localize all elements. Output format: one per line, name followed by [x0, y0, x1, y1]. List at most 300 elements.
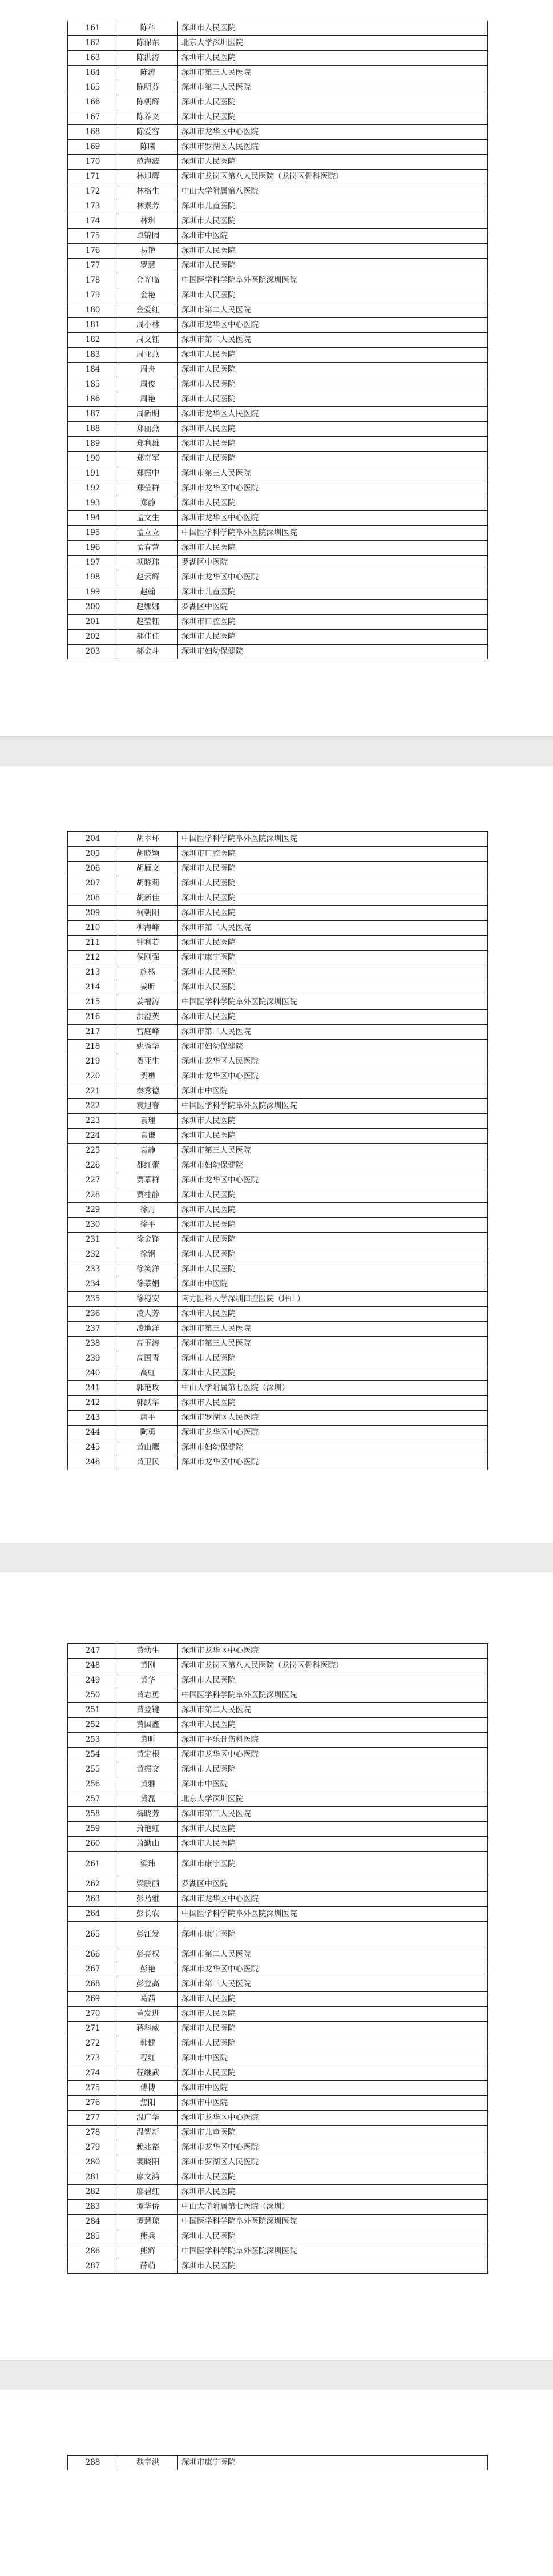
hospital-name: 深圳市人民医院: [178, 965, 488, 980]
table-row: [68, 1010, 488, 1025]
person-name: 赖兆裕: [118, 2140, 178, 2155]
table-row: [68, 1688, 488, 1703]
person-name: 熊辉: [118, 2244, 178, 2259]
hospital-name: 深圳市人民医院: [178, 1762, 488, 1777]
hospital-name: 深圳市第三人民医院: [178, 1807, 488, 1822]
table-row: [68, 1040, 488, 1054]
row-number: 262: [68, 1877, 118, 1892]
hospital-name: 深圳市人民医院: [178, 1203, 488, 1218]
table-row: [68, 348, 488, 363]
hospital-name: 深圳市龙华区中心医院: [178, 1748, 488, 1762]
row-number: 219: [68, 1054, 118, 1069]
hospital-name: 深圳市儿童医院: [178, 199, 488, 214]
table-row: [68, 1173, 488, 1188]
hospital-name: 中国医学科学院阜外医院深圳医院: [178, 2244, 488, 2259]
row-number: 273: [68, 2051, 118, 2066]
person-name: 黄昕: [118, 1733, 178, 1748]
hospital-name: 深圳市人民医院: [178, 363, 488, 377]
row-number: 196: [68, 541, 118, 556]
row-number: 212: [68, 951, 118, 965]
table-row: [68, 363, 488, 377]
row-number: 172: [68, 184, 118, 199]
person-name: 高虹: [118, 1366, 178, 1381]
hospital-name: 罗湖区中医院: [178, 556, 488, 570]
table-row: [68, 1440, 488, 1455]
row-number: 260: [68, 1837, 118, 1852]
person-name: 黄志勇: [118, 1688, 178, 1703]
table-row: [68, 936, 488, 951]
hospital-name: 深圳市人民医院: [178, 1262, 488, 1277]
table-row: [68, 2229, 488, 2244]
person-name: 高玉涛: [118, 1337, 178, 1351]
hospital-name: 深圳市人民医院: [178, 876, 488, 891]
hospital-name: 深圳市第三人民医院: [178, 1977, 488, 1992]
person-name: 贺樵: [118, 1069, 178, 1084]
table-row: [68, 288, 488, 303]
person-name: 彭长农: [118, 1907, 178, 1922]
table-row: [68, 140, 488, 155]
person-name: 彭亮权: [118, 1947, 178, 1962]
table-row: [68, 1292, 488, 1307]
hospital-name: 深圳市人民医院: [178, 259, 488, 273]
person-name: 胡新佳: [118, 891, 178, 906]
hospital-name: 深圳市妇幼保健院: [178, 1440, 488, 1455]
row-number: 252: [68, 1718, 118, 1733]
table-row: [68, 832, 488, 847]
table-row: [68, 1322, 488, 1337]
table-row: [68, 891, 488, 906]
table-row: [68, 906, 488, 921]
hospital-name: 深圳市第二人民医院: [178, 1947, 488, 1962]
row-number: 235: [68, 1292, 118, 1307]
hospital-name: 深圳市第二人民医院: [178, 80, 488, 95]
person-name: 黄磊: [118, 1792, 178, 1807]
person-name: 陈科: [118, 21, 178, 36]
row-number: 279: [68, 2140, 118, 2155]
person-name: 萧勤山: [118, 1837, 178, 1852]
table-row: [68, 1644, 488, 1659]
person-name: 柳海峰: [118, 921, 178, 936]
table-row: [68, 965, 488, 980]
person-name: 姜福涛: [118, 995, 178, 1010]
table-row: [68, 1381, 488, 1396]
person-name: 徐慕娟: [118, 1277, 178, 1292]
row-number: 233: [68, 1262, 118, 1277]
hospital-name: 深圳市罗湖区人民医院: [178, 2155, 488, 2170]
row-number: 282: [68, 2185, 118, 2200]
row-number: 180: [68, 303, 118, 318]
person-name: 郑静: [118, 496, 178, 511]
person-name: 贾慕群: [118, 1173, 178, 1188]
hospital-name: 深圳市人民医院: [178, 244, 488, 259]
table-row: [68, 481, 488, 496]
row-number: 264: [68, 1907, 118, 1922]
table-row: [68, 229, 488, 244]
person-name: 陈涛: [118, 66, 178, 80]
table-row: [68, 995, 488, 1010]
row-number: 266: [68, 1947, 118, 1962]
person-name: 周舟: [118, 363, 178, 377]
person-name: 黄幼生: [118, 1644, 178, 1659]
table-row: [68, 303, 488, 318]
document-page-2: [0, 766, 553, 1543]
hospital-name: 深圳市龙华区中心医院: [178, 1426, 488, 1440]
hospital-name: 深圳市人民医院: [178, 862, 488, 876]
row-number: 243: [68, 1411, 118, 1426]
hospital-name: 深圳市人民医院: [178, 155, 488, 170]
table-row: [68, 1837, 488, 1852]
table-row: [68, 1203, 488, 1218]
hospital-name: 深圳市康宁医院: [178, 1852, 488, 1877]
table-row: [68, 1977, 488, 1992]
row-number: 251: [68, 1703, 118, 1718]
row-number: 281: [68, 2170, 118, 2185]
hospital-name: 北京大学深圳医院: [178, 1792, 488, 1807]
person-name: 赵娜娜: [118, 600, 178, 615]
table-row: [68, 244, 488, 259]
person-name: 袁静: [118, 1144, 178, 1158]
row-number: 178: [68, 273, 118, 288]
hospital-name: 深圳市人民医院: [178, 377, 488, 392]
hospital-name: 深圳市中医院: [178, 1084, 488, 1099]
hospital-name: 深圳市龙华区中心医院: [178, 1455, 488, 1470]
table-row: [68, 2456, 488, 2470]
row-number: 272: [68, 2036, 118, 2051]
table-row: [68, 645, 488, 659]
table-row: [68, 600, 488, 615]
hospital-name: 深圳市人民医院: [178, 21, 488, 36]
table-row: [68, 2111, 488, 2126]
row-number: 161: [68, 21, 118, 36]
page-gap: [0, 1543, 553, 1573]
hospital-name: 深圳市人民医院: [178, 288, 488, 303]
person-name: 袁理: [118, 1114, 178, 1129]
hospital-name: 深圳市龙华区中心医院: [178, 2111, 488, 2126]
table-row: [68, 980, 488, 995]
hospital-name: 深圳市人民医院: [178, 392, 488, 407]
hospital-name: 深圳市中医院: [178, 2081, 488, 2096]
hospital-name: 深圳市人民医院: [178, 1233, 488, 1247]
table-row: [68, 1659, 488, 1673]
person-name: 凌人芳: [118, 1307, 178, 1322]
person-name: 施杨: [118, 965, 178, 980]
document-page-1: [0, 0, 553, 736]
table-row: [68, 1218, 488, 1233]
person-name: 袁谦: [118, 1129, 178, 1144]
person-name: 孟立立: [118, 526, 178, 541]
hospital-name: 深圳市人民医院: [178, 1366, 488, 1381]
table-row: [68, 1777, 488, 1792]
document-page-3: [0, 1572, 553, 2360]
table-row: [68, 392, 488, 407]
table-row: [68, 214, 488, 229]
hospital-name: 罗湖区中医院: [178, 1877, 488, 1892]
person-name: 高国青: [118, 1351, 178, 1366]
table-row: [68, 1733, 488, 1748]
row-number: 247: [68, 1644, 118, 1659]
table-row: [68, 1188, 488, 1203]
person-name: 程红: [118, 2051, 178, 2066]
hospital-name: 深圳市人民医院: [178, 1396, 488, 1411]
hospital-name: 深圳市龙华区中心医院: [178, 318, 488, 333]
row-number: 269: [68, 1992, 118, 2007]
hospital-name: 深圳市第三人民医院: [178, 1337, 488, 1351]
person-name: 郝佳佳: [118, 630, 178, 645]
hospital-name: 深圳市第三人民医院: [178, 466, 488, 481]
row-number: 285: [68, 2229, 118, 2244]
hospital-name: 深圳市龙华区中心医院: [178, 1962, 488, 1977]
person-name: 林素芳: [118, 199, 178, 214]
table-row: [68, 1158, 488, 1173]
table-row: [68, 466, 488, 481]
person-name: 徐笑洋: [118, 1262, 178, 1277]
person-name: 金爱红: [118, 303, 178, 318]
table-row: [68, 2066, 488, 2081]
hospital-name: 深圳市中医院: [178, 2096, 488, 2111]
row-number: 239: [68, 1351, 118, 1366]
row-number: 258: [68, 1807, 118, 1822]
person-name: 凌地洋: [118, 1322, 178, 1337]
person-name: 陶勇: [118, 1426, 178, 1440]
table-row: [68, 2007, 488, 2022]
row-number: 284: [68, 2215, 118, 2229]
row-number: 208: [68, 891, 118, 906]
hospital-name: 深圳市平乐骨伤科医院: [178, 1733, 488, 1748]
person-name: 裴晓阳: [118, 2155, 178, 2170]
person-name: 陈明芬: [118, 80, 178, 95]
row-number: 179: [68, 288, 118, 303]
person-name: 徐平: [118, 1218, 178, 1233]
hospital-name: 深圳市人民医院: [178, 437, 488, 452]
table-row: [68, 452, 488, 466]
table-row: [68, 1762, 488, 1777]
row-number: 230: [68, 1218, 118, 1233]
person-name: 孟春营: [118, 541, 178, 556]
table-row: [68, 1807, 488, 1822]
person-name: 谭华侨: [118, 2200, 178, 2215]
hospital-name: 中山大学附属第八医院: [178, 184, 488, 199]
hospital-name: 深圳市龙华区中心医院: [178, 1173, 488, 1188]
table-row: [68, 2051, 488, 2066]
hospital-name: 深圳市人民医院: [178, 1129, 488, 1144]
row-number: 187: [68, 407, 118, 422]
hospital-name: 深圳市第三人民医院: [178, 66, 488, 80]
hospital-name: 深圳市人民医院: [178, 1673, 488, 1688]
table-row: [68, 1992, 488, 2007]
table-row: [68, 273, 488, 288]
table-row: [68, 2170, 488, 2185]
row-number: 225: [68, 1144, 118, 1158]
table-row: [68, 921, 488, 936]
hospital-name: 中国医学科学院阜外医院深圳医院: [178, 1688, 488, 1703]
hospital-name: 深圳市人民医院: [178, 1218, 488, 1233]
row-number: 278: [68, 2126, 118, 2140]
person-name: 黄定根: [118, 1748, 178, 1762]
row-number: 198: [68, 570, 118, 585]
person-name: 郑奇军: [118, 452, 178, 466]
hospital-name: 深圳市妇幼保健院: [178, 1158, 488, 1173]
hospital-name: 深圳市人民医院: [178, 214, 488, 229]
table-row: [68, 2036, 488, 2051]
row-number: 193: [68, 496, 118, 511]
hospital-name: 深圳市儿童医院: [178, 2126, 488, 2140]
row-number: 263: [68, 1892, 118, 1907]
row-number: 199: [68, 585, 118, 600]
table-row: [68, 1922, 488, 1947]
table-row: [68, 526, 488, 541]
hospital-name: 深圳市第二人民医院: [178, 1703, 488, 1718]
row-number: 270: [68, 2007, 118, 2022]
row-number: 185: [68, 377, 118, 392]
hospital-name: 罗湖区中医院: [178, 600, 488, 615]
hospital-name: 南方医科大学深圳口腔医院（坪山）: [178, 1292, 488, 1307]
table-row: [68, 1852, 488, 1877]
table-row: [68, 2244, 488, 2259]
table-row: [68, 862, 488, 876]
table-row: [68, 184, 488, 199]
row-number: 205: [68, 847, 118, 862]
table-row: [68, 199, 488, 214]
person-name: 黄山鹰: [118, 1440, 178, 1455]
table-row: [68, 1962, 488, 1977]
table-row: [68, 2200, 488, 2215]
table-row: [68, 1877, 488, 1892]
person-name: 梅晓芳: [118, 1807, 178, 1822]
hospital-name: 深圳市龙华区中心医院: [178, 1892, 488, 1907]
table-row: [68, 2126, 488, 2140]
person-name: 唐平: [118, 1411, 178, 1426]
person-name: 彭乃雅: [118, 1892, 178, 1907]
row-number: 244: [68, 1426, 118, 1440]
row-number: 183: [68, 348, 118, 363]
hospital-name: 深圳市口腔医院: [178, 847, 488, 862]
person-name: 胡雁文: [118, 862, 178, 876]
hospital-name: 深圳市龙华区人民医院: [178, 1054, 488, 1069]
person-name: 黄刚: [118, 1659, 178, 1673]
row-number: 217: [68, 1025, 118, 1040]
hospital-name: 中山大学附属第七医院（深圳）: [178, 2200, 488, 2215]
hospital-name: 深圳市龙华区中心医院: [178, 1069, 488, 1084]
person-name: 贺亚生: [118, 1054, 178, 1069]
person-name: 林旭辉: [118, 170, 178, 184]
hospital-name: 深圳市罗湖区人民医院: [178, 140, 488, 155]
hospital-name: 深圳市人民医院: [178, 541, 488, 556]
person-name: 都红蕾: [118, 1158, 178, 1173]
table-row: [68, 1247, 488, 1262]
person-name: 易艳: [118, 244, 178, 259]
hospital-name: 深圳市康宁医院: [178, 1922, 488, 1947]
person-name: 黄国鑫: [118, 1718, 178, 1733]
table-row: [68, 1307, 488, 1322]
person-name: 金艳: [118, 288, 178, 303]
hospital-name: 中国医学科学院阜外医院深圳医院: [178, 2215, 488, 2229]
person-name: 彭江发: [118, 1922, 178, 1947]
row-number: 182: [68, 333, 118, 348]
row-number: 271: [68, 2022, 118, 2036]
hospital-name: 深圳市中医院: [178, 2051, 488, 2066]
table-row: [68, 80, 488, 95]
hospital-name: 中国医学科学院阜外医院深圳医院: [178, 995, 488, 1010]
person-name: 徐稳安: [118, 1292, 178, 1307]
person-name: 周新明: [118, 407, 178, 422]
person-name: 萧艳虹: [118, 1822, 178, 1837]
table-row: [68, 2022, 488, 2036]
table-row: [68, 496, 488, 511]
person-name: 傅博: [118, 2081, 178, 2096]
table-row: [68, 615, 488, 630]
person-name: 陈养义: [118, 110, 178, 125]
row-number: 257: [68, 1792, 118, 1807]
page-gap: [0, 736, 553, 767]
hospital-name: 深圳市人民医院: [178, 1114, 488, 1129]
hospital-name: 深圳市人民医院: [178, 2170, 488, 2185]
person-name: 周俊: [118, 377, 178, 392]
row-number: 169: [68, 140, 118, 155]
row-number: 234: [68, 1277, 118, 1292]
row-number: 246: [68, 1455, 118, 1470]
hospital-name: 中国医学科学院阜外医院深圳医院: [178, 526, 488, 541]
row-number: 177: [68, 259, 118, 273]
row-number: 173: [68, 199, 118, 214]
person-name: 姜昕: [118, 980, 178, 995]
person-name: 黄卫民: [118, 1455, 178, 1470]
person-name: 薛萌: [118, 2259, 178, 2274]
row-number: 224: [68, 1129, 118, 1144]
hospital-name: 深圳市龙华区中心医院: [178, 570, 488, 585]
person-name: 周小林: [118, 318, 178, 333]
table-row: [68, 125, 488, 140]
hospital-name: 深圳市人民医院: [178, 1010, 488, 1025]
person-name: 陈曦: [118, 140, 178, 155]
person-name: 秦秀德: [118, 1084, 178, 1099]
hospital-name: 深圳市人民医院: [178, 2259, 488, 2274]
hospital-name: 深圳市人民医院: [178, 1247, 488, 1262]
table-row: [68, 1366, 488, 1381]
person-name: 侯刚强: [118, 951, 178, 965]
row-number: 186: [68, 392, 118, 407]
row-number: 190: [68, 452, 118, 466]
person-name: 廖碧红: [118, 2185, 178, 2200]
row-number: 236: [68, 1307, 118, 1322]
table-row: [68, 1748, 488, 1762]
hospital-name: 深圳市第二人民医院: [178, 333, 488, 348]
row-number: 280: [68, 2155, 118, 2170]
row-number: 283: [68, 2200, 118, 2215]
hospital-name: 深圳市人民医院: [178, 2066, 488, 2081]
hospital-name: 深圳市人民医院: [178, 2229, 488, 2244]
hospital-name: 深圳市人民医院: [178, 496, 488, 511]
row-number: 192: [68, 481, 118, 496]
table-row: [68, 1411, 488, 1426]
hospital-name: 中国医学科学院阜外医院深圳医院: [178, 832, 488, 847]
person-name: 孟文生: [118, 511, 178, 526]
person-name: 胡晓颖: [118, 847, 178, 862]
table-row: [68, 1351, 488, 1366]
person-name: 胡雅莉: [118, 876, 178, 891]
hospital-name: 深圳市人民医院: [178, 2185, 488, 2200]
person-name: 魏章洪: [118, 2456, 178, 2470]
person-name: 姚秀华: [118, 1040, 178, 1054]
roster-table-4: [67, 2455, 488, 2470]
hospital-name: 深圳市人民医院: [178, 630, 488, 645]
table-row: [68, 1455, 488, 1470]
table-row: [68, 170, 488, 184]
row-number: 194: [68, 511, 118, 526]
hospital-name: 深圳市人民医院: [178, 1837, 488, 1852]
table-row: [68, 556, 488, 570]
row-number: 221: [68, 1084, 118, 1099]
row-number: 210: [68, 921, 118, 936]
